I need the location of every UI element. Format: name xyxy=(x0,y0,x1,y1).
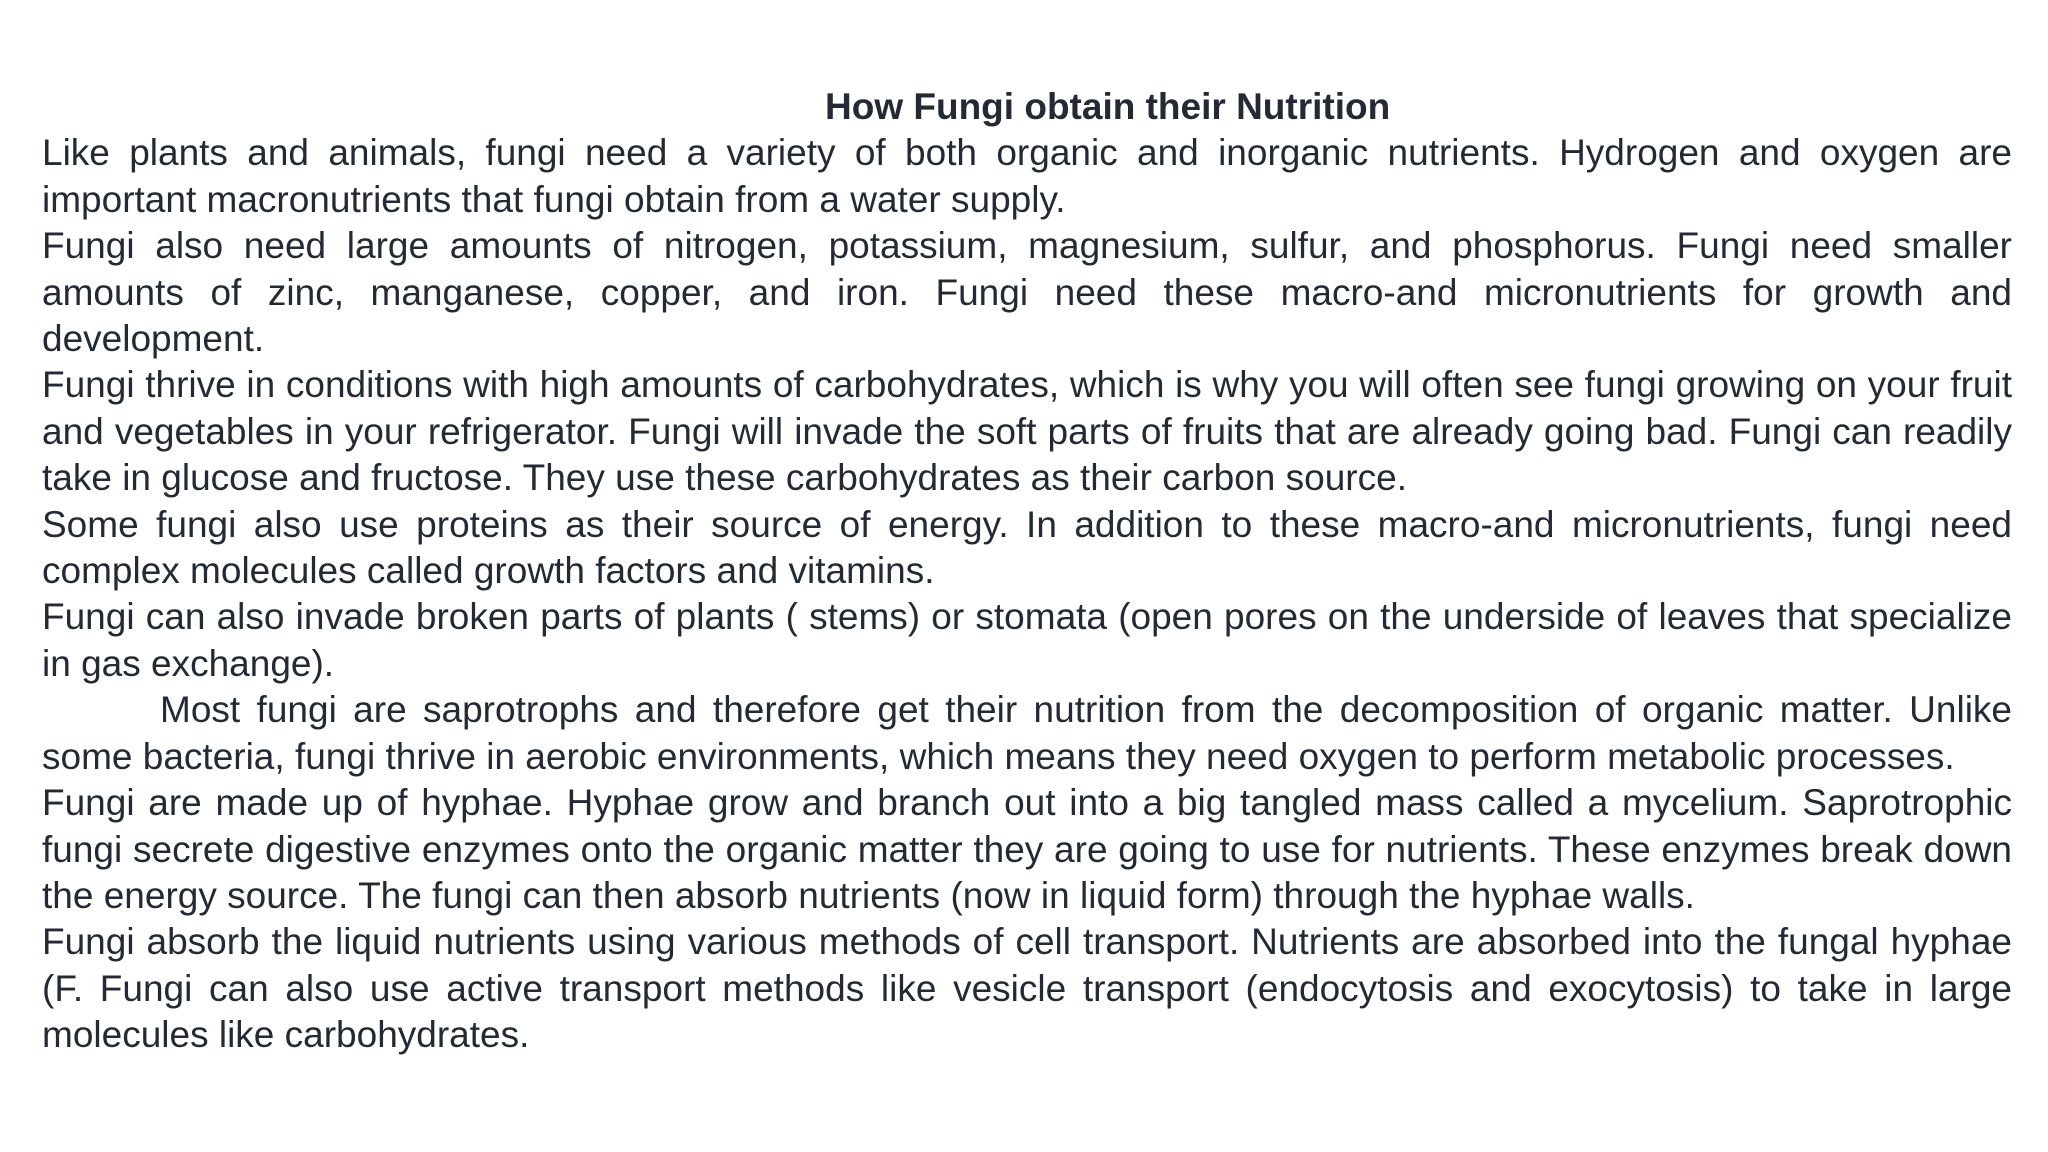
paragraph-2: Fungi also need large amounts of nitrogen, potassium, magnesium, sulfur, and phosphorus. Fungi need smaller amounts of zinc, manganese, copper, and iron. Fungi need these macro-and micronutrients for growth and development. xyxy=(42,225,2012,360)
paragraph-7: Fungi are made up of hyphae. Hyphae grow and branch out into a big tangled mass called a mycelium. Saprotrophic fungi secrete digestive enzymes onto the organic matter they are going to use for nutrients. These enzymes break down the energy source. The fungi can then absorb nutrients (now in liquid form) through the hyphae walls. xyxy=(42,782,2012,916)
paragraph-3: Fungi thrive in conditions with high amounts of carbohydrates, which is why you will often see fungi growing on your fruit and vegetables in your refrigerator. Fungi will invade the soft parts of fruits that are already going bad. Fungi can readily take in glucose and fructose. They use these carbohydrates as their carbon source. xyxy=(42,364,2012,499)
paragraph-4: Some fungi also use proteins as their source of energy. In addition to these macro-and micronutrients, fungi need complex molecules called growth factors and vitamins. xyxy=(42,503,2012,592)
paragraph-8: Fungi absorb the liquid nutrients using various methods of cell transport. Nutrients are absorbed into the fungal hyphae (F. Fungi can also use active transport methods like vesicle transport (endocytosis and exocytosis) to take in large molecules like carbohydrates. xyxy=(42,921,2012,1056)
paragraph-1: Like plants and animals, fungi need a variety of both organic and inorganic nutrients. Hydrogen and oxygen are important macronutrients that fungi obtain from a water supply. xyxy=(42,132,2012,220)
page-title: How Fungi obtain their Nutrition xyxy=(825,86,1391,127)
document-page xyxy=(42,84,2012,1059)
paragraph-6: Most fungi are saprotrophs and therefore get their nutrition from the decomposition of organic matter. Unlike some bacteria, fungi thrive in aerobic environments, which means they need oxygen to perform metabolic processes. xyxy=(42,689,2012,777)
paragraph-5: Fungi can also invade broken parts of plants ( stems) or stomata (open pores on the underside of leaves that specialize in gas exchange). xyxy=(42,596,2012,684)
